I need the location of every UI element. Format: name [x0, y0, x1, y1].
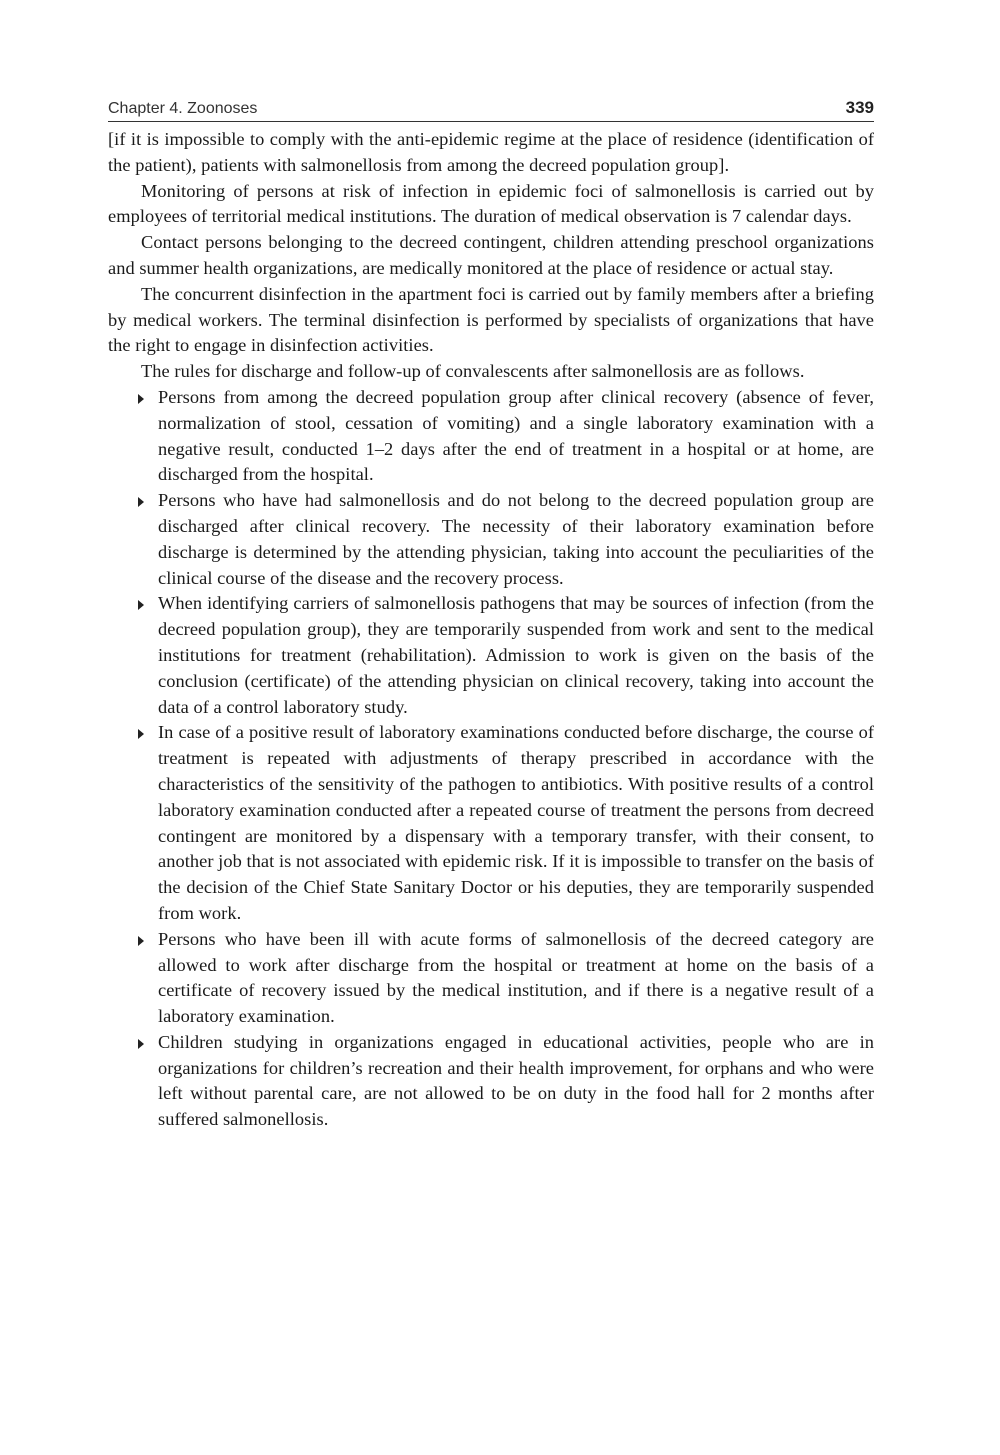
paragraph-continuation: [if it is impossible to comply with the anti-epidemic regime at the place of residence (identification of the patient), patients with salmonellosis from among the decreed population group].	[108, 129, 874, 175]
page-number: 339	[845, 98, 874, 117]
triangle-bullet-icon	[138, 729, 144, 739]
list-item-text: Persons who have been ill with acute forms of salmonellosis of the decreed category are allowed to work after discharge from the hospital or treatment at home on the basis of a certificate of recovery issued by the medical institution, and if there is a negative result of a laboratory examination.	[158, 928, 874, 1027]
list-item-text: In case of a positive result of laboratory examinations conducted before discharge, the course of treatment is repeated with adjustments of therapy prescribed in accordance with the characteristics of the sensitivity of the pathogen to antibiotics. With positive results of a control laboratory examination conducted after a repeated course of treatment the persons from decreed contingent are monitored by a dispensary with a temporary transfer, with their consent, to another job that is not associated with epidemic risk. If it is impossible to transfer on the basis of the decision of the Chief State Sanitary Doctor or his deputies, they are temporarily suspended from work.	[158, 722, 874, 923]
triangle-bullet-icon	[138, 600, 144, 610]
paragraph: The rules for discharge and follow-up of convalescents after salmonellosis are as follows.	[141, 361, 805, 382]
list-item	[158, 591, 874, 720]
triangle-bullet-icon	[138, 394, 144, 404]
discharge-rules-list	[108, 385, 874, 1133]
body-text	[108, 127, 874, 1133]
running-header	[108, 90, 874, 122]
paragraph: Monitoring of persons at risk of infection in epidemic foci of salmonellosis is carried out by employees of territorial medical institutions. The duration of medical observation is 7 calendar days.	[108, 180, 874, 227]
paragraph: Contact persons belonging to the decreed contingent, children attending preschool organizations and summer health organizations, are medically monitored at the place of residence or actual stay.	[108, 232, 874, 278]
chapter-title: Chapter 4. Zoonoses	[108, 100, 258, 117]
triangle-bullet-icon	[138, 936, 144, 946]
list-item	[158, 1030, 874, 1133]
list-item-text: Persons from among the decreed population group after clinical recovery (absence of fever, normalization of stool, cessation of vomiting) and a single laboratory examination with a negative result, conducted 1–2 days after the end of treatment in a hospital or at home, are discharged from the hospital.	[158, 386, 874, 485]
list-item	[158, 488, 874, 591]
list-item-text: Children studying in organizations engaged in educational activities, people who are in organizations for children’s recreation and their health improvement, for orphans and who were left without parental care, are not allowed to be on duty in the food hall for 2 months after suffered salmonellosis.	[158, 1031, 874, 1130]
list-item	[158, 385, 874, 488]
triangle-bullet-icon	[138, 1039, 144, 1049]
list-item	[158, 927, 874, 1030]
list-item-text: When identifying carriers of salmonellosis pathogens that may be sources of infection (from the decreed population group), they are temporarily suspended from work and sent to the medical institutions for treatment (rehabilitation). Admission to work is given on the basis of the conclusion (certificate) of the attending physician on clinical recovery, taking into account the data of a control laboratory study.	[158, 593, 874, 717]
list-item	[158, 720, 874, 926]
paragraph: The concurrent disinfection in the apartment foci is carried out by family members after a briefing by medical workers. The terminal disinfection is performed by specialists of organizations that have the right to engage in disinfection activities.	[108, 283, 874, 356]
book-page	[108, 90, 874, 1133]
list-item-text: Persons who have had salmonellosis and do not belong to the decreed population group are discharged after clinical recovery. The necessity of their laboratory examination before discharge is determined by the attending physician, taking into account the peculiarities of the clinical course of the disease and the recovery process.	[158, 490, 874, 588]
triangle-bullet-icon	[138, 497, 144, 507]
